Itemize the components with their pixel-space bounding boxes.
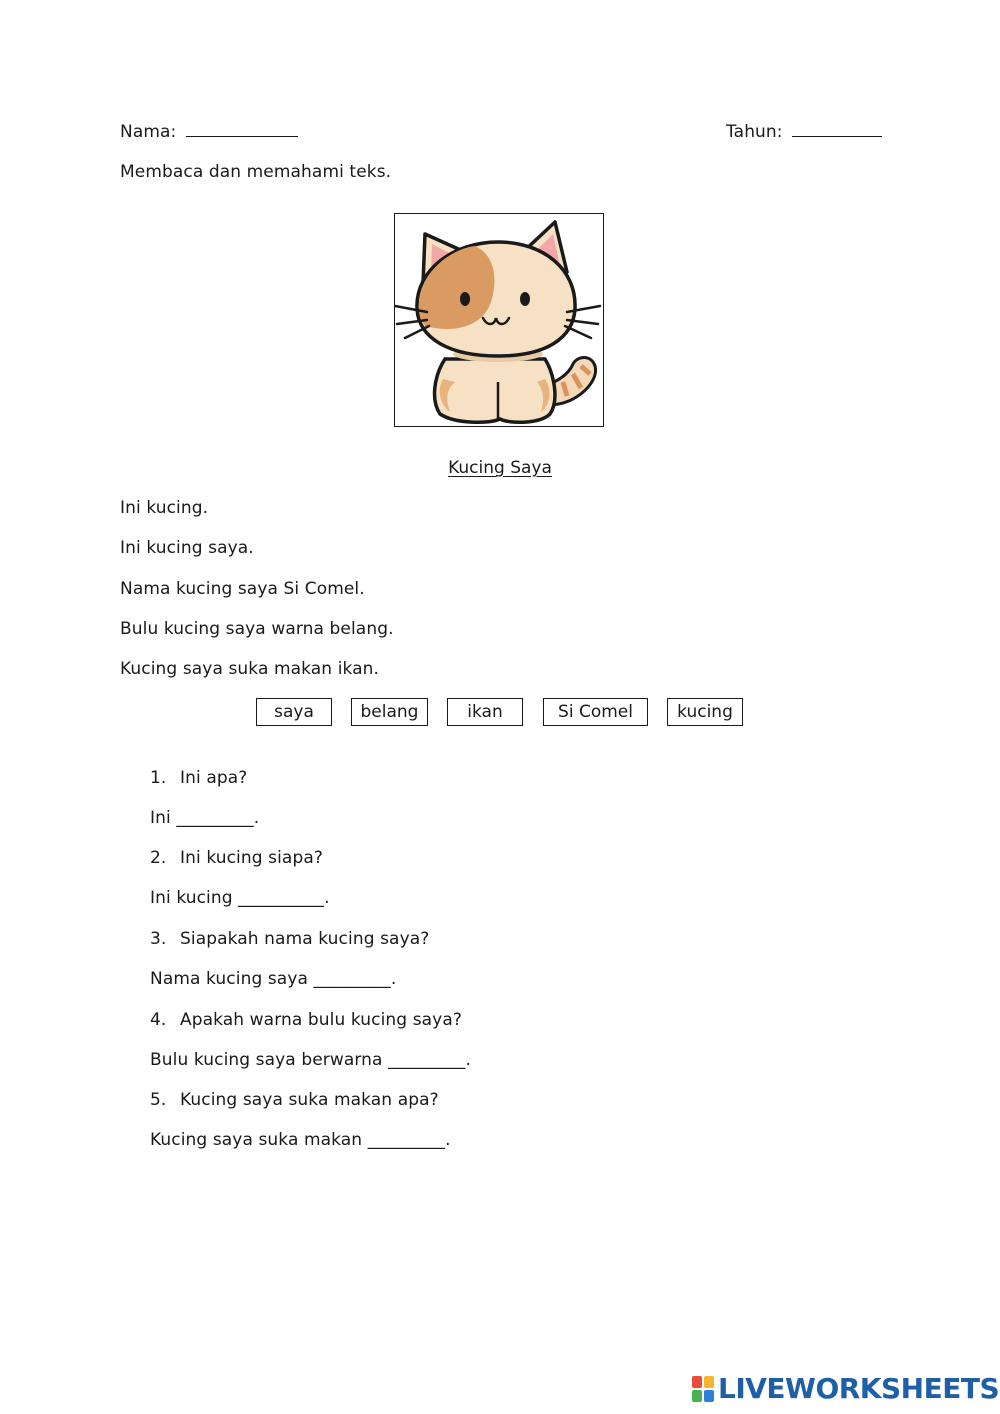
answer-line[interactable]: Kucing saya suka makan _________. <box>150 1130 451 1150</box>
answer-line[interactable]: Ini kucing __________. <box>150 888 330 908</box>
question-text: Ini kucing siapa? <box>180 848 323 868</box>
question-text: Apakah warna bulu kucing saya? <box>180 1010 462 1030</box>
word-bank-ikan[interactable]: ikan <box>447 698 523 726</box>
answer-line[interactable]: Ini _________. <box>150 808 260 828</box>
question-number: 4. <box>150 1010 167 1030</box>
story-line: Kucing saya suka makan ikan. <box>120 659 380 679</box>
year-input-line[interactable] <box>792 122 882 137</box>
picture-frame <box>394 213 604 427</box>
cat-icon <box>395 214 602 425</box>
story-line: Ini kucing. <box>120 498 209 518</box>
question-text: Ini apa? <box>180 768 248 788</box>
name-field-row <box>120 122 298 142</box>
liveworksheets-footer <box>692 1372 999 1405</box>
word-bank-si-comel[interactable]: Si Comel <box>543 698 648 726</box>
brand-name: LIVEWORKSHEETS <box>718 1372 1000 1405</box>
logo-tile-blue <box>704 1390 714 1402</box>
story-line: Ini kucing saya. <box>120 538 254 558</box>
year-label: Tahun: <box>726 122 783 142</box>
question-text: Siapakah nama kucing saya? <box>180 929 430 949</box>
logo-tile-green <box>692 1390 702 1402</box>
word-bank-belang[interactable]: belang <box>351 698 428 726</box>
question-number: 2. <box>150 848 167 868</box>
story-line: Nama kucing saya Si Comel. <box>120 579 365 599</box>
story-title <box>0 458 1000 478</box>
story-line: Bulu kucing saya warna belang. <box>120 619 394 639</box>
name-label: Nama: <box>120 122 177 142</box>
liveworksheets-logo-icon <box>692 1376 714 1402</box>
story-title-text: Kucing Saya <box>448 458 552 478</box>
answer-line[interactable]: Bulu kucing saya berwarna _________. <box>150 1050 471 1070</box>
logo-tile-red <box>692 1376 702 1388</box>
question-number: 1. <box>150 768 167 788</box>
word-bank-kucing[interactable]: kucing <box>667 698 743 726</box>
question-number: 5. <box>150 1090 167 1110</box>
question-number: 3. <box>150 929 167 949</box>
year-field-row <box>726 122 882 142</box>
question-text: Kucing saya suka makan apa? <box>180 1090 439 1110</box>
answer-line[interactable]: Nama kucing saya _________. <box>150 969 397 989</box>
logo-tile-yellow <box>704 1376 714 1388</box>
word-bank-saya[interactable]: saya <box>256 698 332 726</box>
instruction-text: Membaca dan memahami teks. <box>120 162 392 182</box>
name-input-line[interactable] <box>186 122 298 137</box>
